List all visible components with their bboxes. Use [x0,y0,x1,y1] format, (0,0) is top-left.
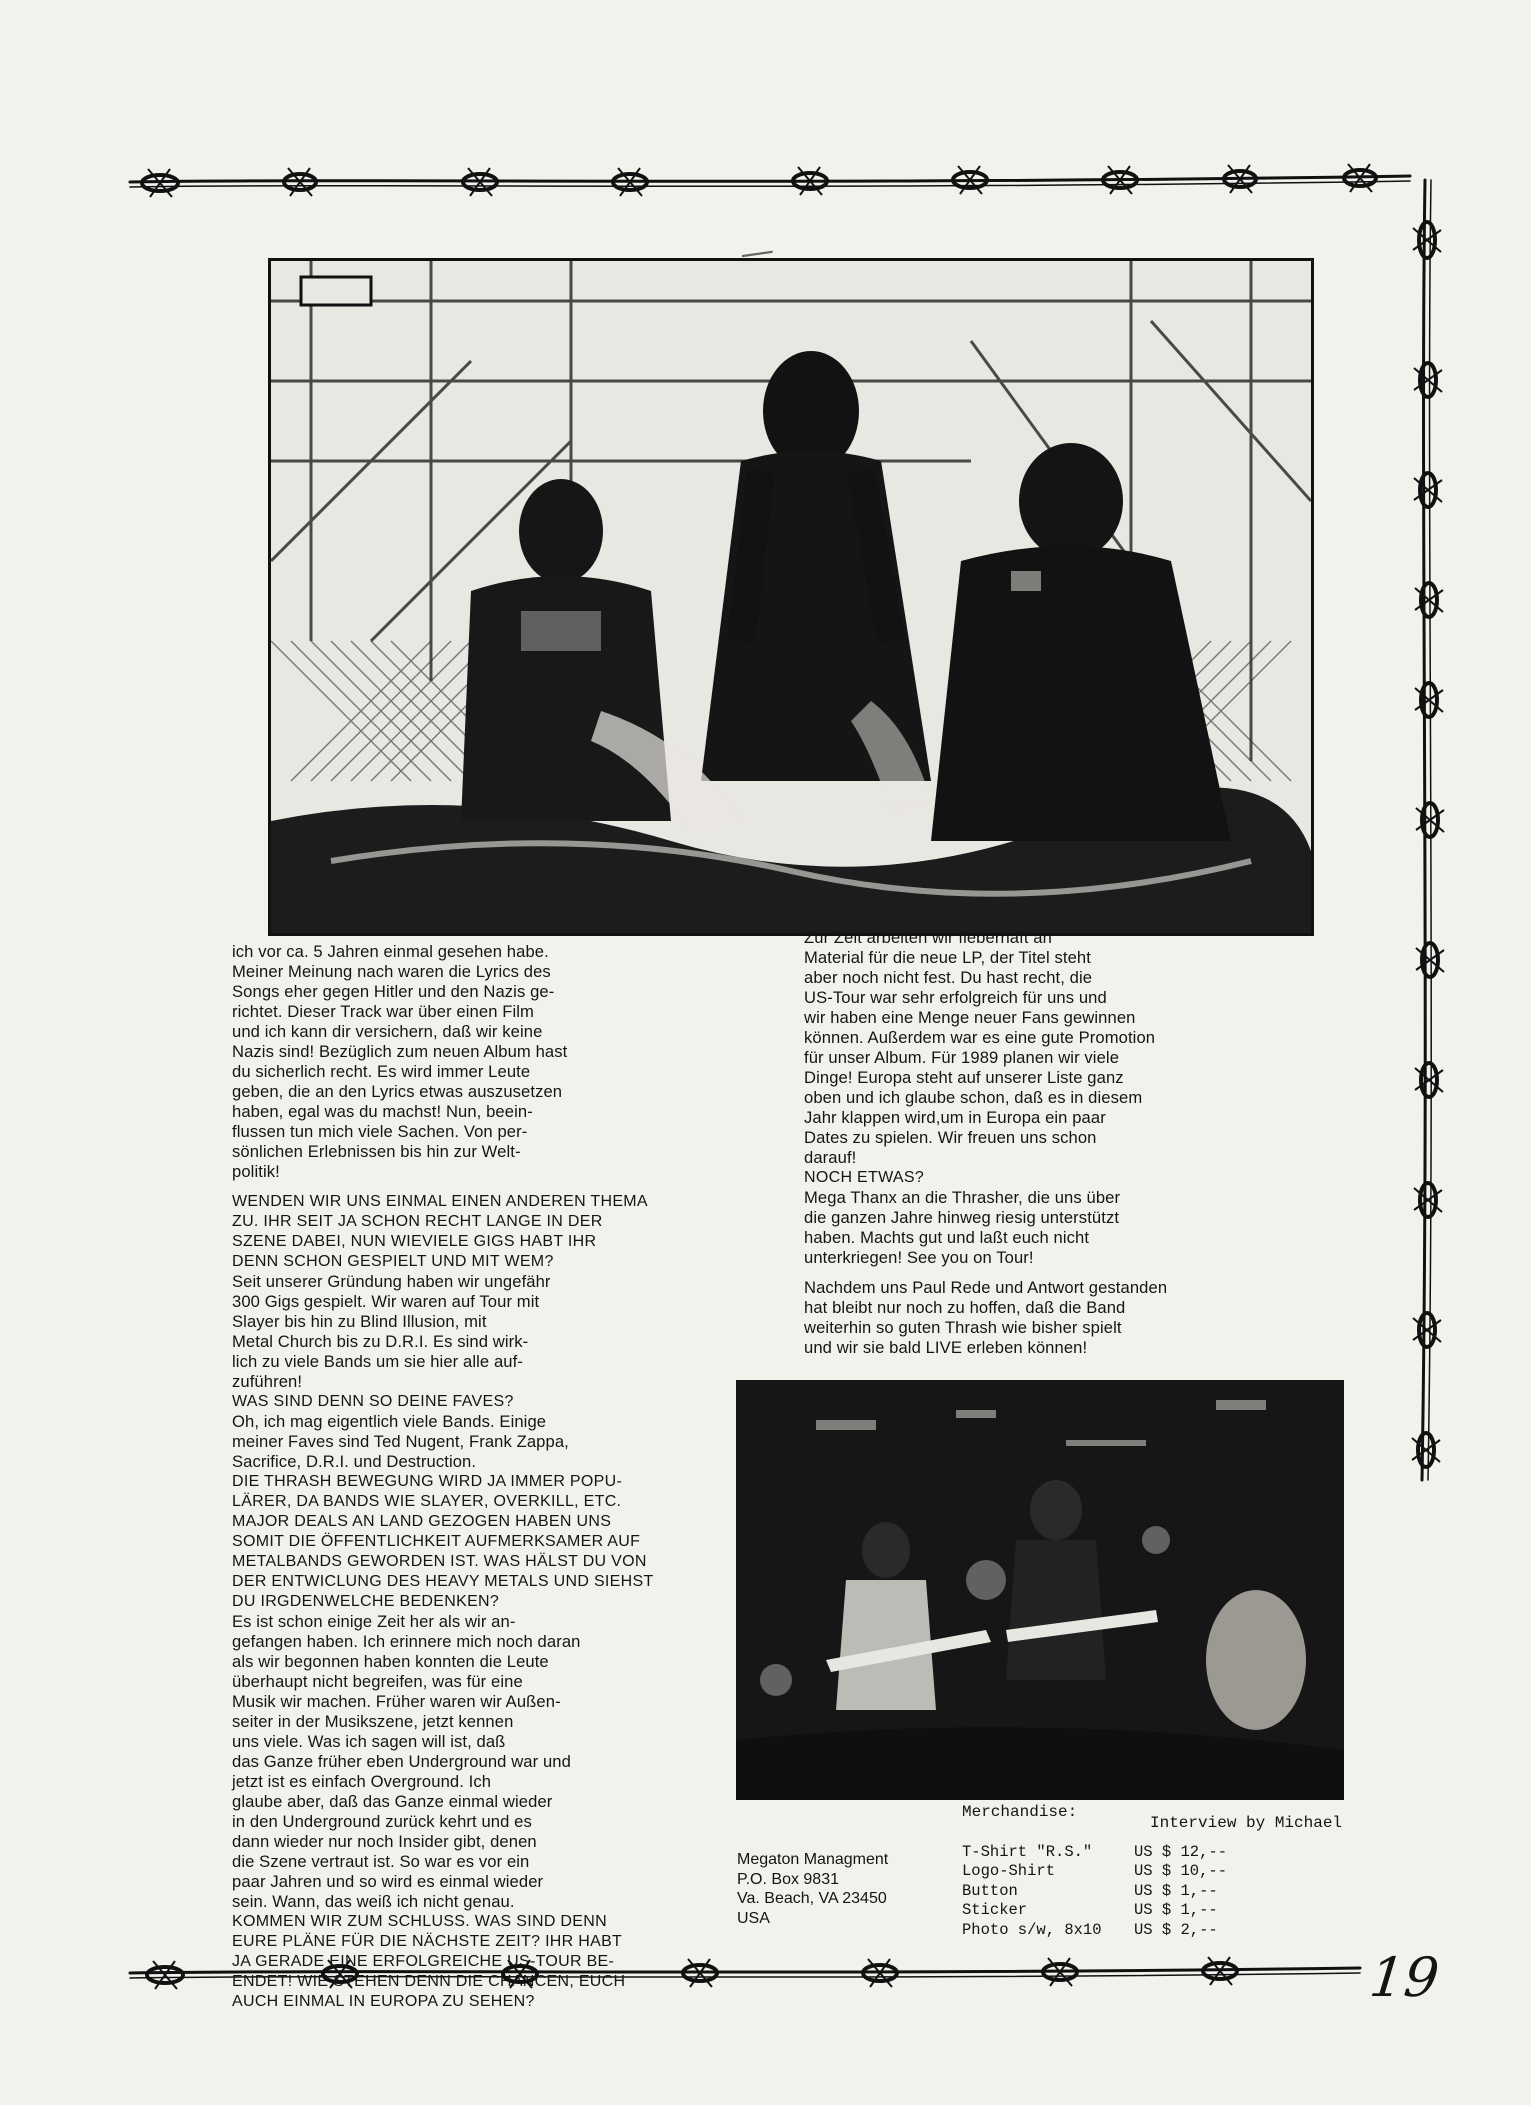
address-line-3: Va. Beach, VA 23450 [737,1890,887,1907]
merch-item: Sticker [962,1901,1028,1919]
merch-row [962,1882,1231,1902]
right-column [804,928,1284,1358]
answer-gigs: Seit unserer Gründung haben wir ungefähr 300 Gigs gespielt. Wir waren auf Tour mit Slayer bis hin zu Blind Illusion, mit Metal Church bis zu D.R.I. Es sind wirk- lich zu viele Bands um sie hier alle auf- zuführen! [232,1272,551,1391]
answer-anything-else: Mega Thanx an die Thrasher, die uns über die ganzen Jahre hinweg riesig unterstützt haben. Machts gut und laßt euch nicht unterkriegen! See you on Tour! [804,1188,1121,1267]
merch-row [962,1901,1231,1921]
merch-item: Button [962,1881,1018,1900]
merch-item: T-Shirt "R.S." [962,1842,1093,1861]
question-thrash-movement: DIE THRASH BEWEGUNG WIRD JA IMMER POPU- LÄRER, DA BANDS WIE SLAYER, OVERKILL, ETC. MAJOR DEALS AN LAND GEZOGEN HABEN UNS SOMIT DIE ÖFFENTLICHKEIT AUFMERKSAMER AUF METALBANDS GEWORDEN IST. WAS HÄLST DU VON DER ENTWICLUNG DES HEAVY METALS UND SIEHST DU IRGDENWELCHE BEDENKEN? [232,1473,654,1610]
live-photo [736,1380,1344,1800]
merch-price: US $ 1,-- [1134,1901,1218,1919]
address-line-2: P.O. Box 9831 [737,1870,839,1888]
left-column [232,942,692,2012]
merch-price: US $ 2,-- [1134,1920,1218,1939]
closing-paragraph: Nachdem uns Paul Rede und Antwort gestanden hat bleibt nur noch zu hoffen, daß die Band weiterhin so guten Thrash wie bisher spielt und wir sie bald LIVE erleben können! [804,1278,1168,1357]
answer-faves: Oh, ich mag eigentlich viele Bands. Einige meiner Faves sind Ted Nugent, Frank Zappa, Sacrifice, D.R.I. und Destruction. [232,1412,569,1471]
question-plans: KOMMEN WIR ZUM SCHLUSS. WAS SIND DENN EURE PLÄNE FÜR DIE NÄCHSTE ZEIT? IHR HABT JA GERADE EINE ERFOLGREICHE US-TOUR BE- ENDET! WIE STEHEN DENN DIE CHANCEN, EUCH AUCH EINMAL IN EUROPA ZU SEHEN? [232,1913,626,2010]
merch-price: US $ 1,-- [1134,1881,1218,1900]
merch-item: Logo-Shirt [962,1862,1056,1880]
merch-row [962,1843,1231,1863]
answer-lyrics: ich vor ca. 5 Jahren einmal gesehen habe. Meiner Meinung nach waren die Lyrics des Songs eher gegen Hitler und den Nazis ge- richtet. Dieser Track war über einen Film und ich kann dir versichern, daß wir keine Nazis sind! Bezüglich zum neuen Album hast du sicherlich recht. Es wird immer Leute geben, die an den Lyrics etwas auszusetzen haben, egal was du machst! Nun, beein- flussen tun mich viele Sachen. Von per- sönlichen Erlebnissen bis hin zur Welt- politik! [232,942,568,1181]
merch-item: Photo s/w, 8x10 [962,1920,1102,1939]
answer-thrash-movement: Es ist schon einige Zeit her als wir an- gefangen haben. Ich erinnere mich noch daran als wir begonnen haben konnten die Leute überhaupt nicht begreifen, was für eine Musik wir machen. Früher waren wir Außen- seiter in der Musikszene, jetzt kennen uns viele. Was ich sagen will ist, daß das Ganze früher eben Underground war und jetzt ist es einfach Overground. Ich glaube aber, daß das Ganze einmal wieder in den Underground zurück kehrt und es dann wieder nur noch Insider gibt, denen die Szene vertraut ist. So war es vor ein paar Jahren und so wird es einmal wieder sein. Wann, das weiß ich nicht genau. [232,1612,581,1911]
answer-plans: Zur Zeit arbeiten wir fieberhaft an Material für die neue LP, der Titel steht aber noch nicht fest. Du hast recht, die US-Tour war sehr erfolgreich für uns und wir haben eine Menge neuer Fans gewinnen können. Außerdem war es eine gute Promotion für unser Album. Für 1989 planen wir viele Dinge! Europa steht auf unserer Liste ganz oben und ich glaube schon, daß es in diesem Jahr klappen wird,um in Europa ein paar Dates zu spielen. Wir freuen uns schon darauf! [804,928,1156,1167]
merch-row [962,1921,1231,1941]
band-address [737,1850,888,1928]
question-gigs: WENDEN WIR UNS EINMAL EINEN ANDEREN THEMA ZU. IHR SEIT JA SCHON RECHT LANGE IN DER SZENE DABEI, NUN WIEVIELE GIGS HABT IHR DENN SCHON GESPIELT UND MIT WEM? [232,1193,648,1270]
merch-price: US $ 10,-- [1134,1862,1228,1880]
merchandise-list [962,1803,1231,1940]
address-line-1: Megaton Managment [737,1851,889,1868]
page-number: 19 [1366,1946,1443,2009]
merch-table [962,1843,1231,1941]
address-line-4: USA [737,1909,770,1927]
question-faves: WAS SIND DENN SO DEINE FAVES? [232,1393,514,1410]
interview-credit: Interview by Michael [1150,1814,1343,1832]
band-photo [268,258,1314,936]
merch-row [962,1862,1231,1882]
signature-scribble: — [737,229,777,275]
question-anything-else: NOCH ETWAS? [804,1169,925,1186]
merch-heading: Merchandise: [962,1803,1078,1821]
merch-price: US $ 12,-- [1134,1842,1228,1861]
